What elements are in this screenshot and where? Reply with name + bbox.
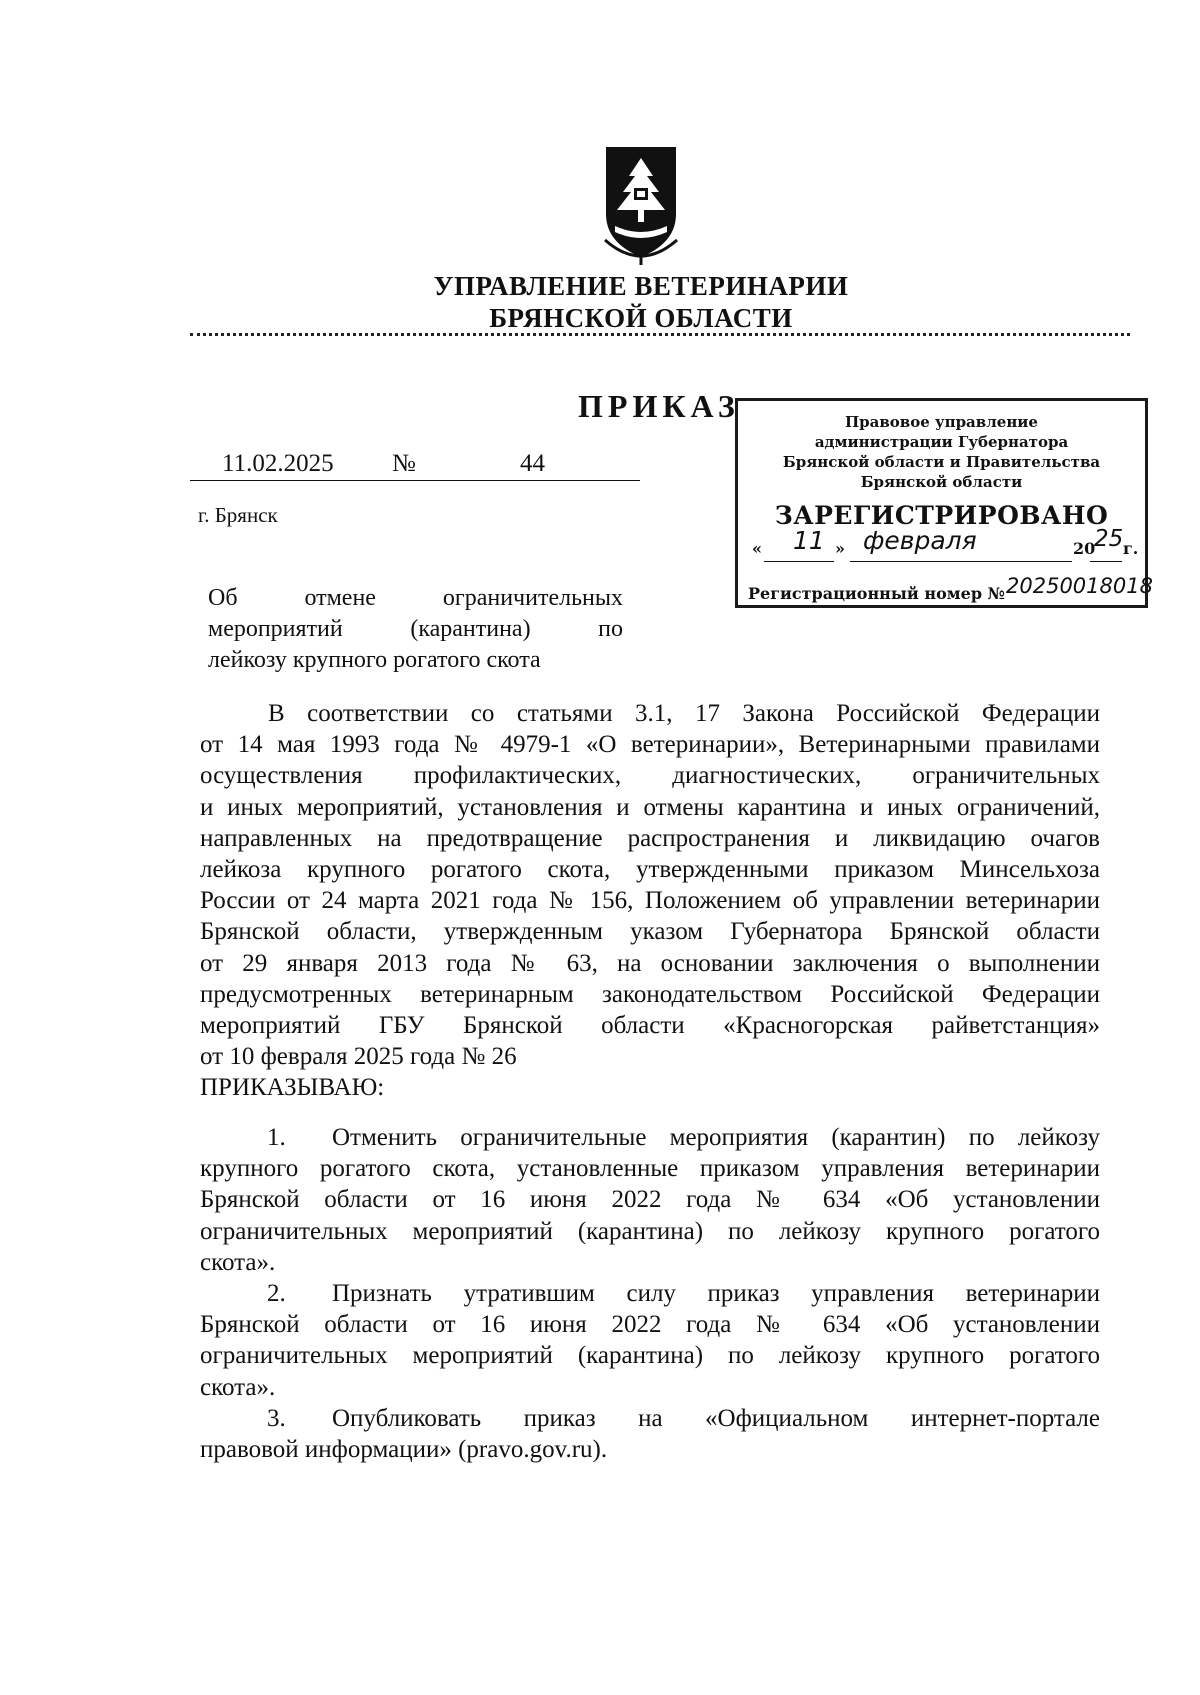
stamp-quote-close: »	[835, 539, 845, 558]
item-line	[200, 1122, 1100, 1153]
item-line: крупного рогатого скота, установленные приказом управления ветеринарии	[200, 1155, 1100, 1183]
item-line: скота».	[200, 1373, 276, 1401]
stamp-reg-number-handwritten: 20250018018	[1006, 574, 1153, 598]
stamp-line4: Брянской области	[860, 473, 1023, 491]
stamp-line1: Правовое управление	[845, 413, 1038, 431]
preamble-line: направленных на предотвращение распространения и ликвидацию очагов	[200, 824, 1100, 852]
item-line: ограничительных мероприятий (карантина) по лейкозу крупного рогатого	[200, 1217, 1100, 1245]
preamble-line: России от 24 марта 2021 года № 156, Положением об управлении ветеринарии	[200, 887, 1100, 915]
order-number-sign: №	[392, 450, 416, 477]
item-text: Опубликовать приказ на «Официальном интернет-портале	[332, 1405, 1100, 1432]
order-item-2	[200, 1278, 1100, 1403]
stamp-month-handwritten: февраля	[863, 526, 977, 555]
stamp-month-underline	[850, 561, 1072, 562]
header-dotted-divider	[190, 333, 1130, 336]
preamble-line: Брянской области, утвержденным указом Губернатора Брянской области	[200, 918, 1100, 946]
preamble-line: мероприятий ГБУ Брянской области «Красногорская райветстанция»	[200, 1012, 1100, 1040]
subject-line2: мероприятий (карантина) по	[208, 616, 623, 642]
item-line: Брянской области от 16 июня 2022 года № 634 «Об установлении	[200, 1186, 1100, 1214]
agency-name-line2: БРЯНСКОЙ ОБЛАСТИ	[489, 303, 793, 333]
stamp-day-underline	[764, 561, 834, 562]
preamble-line: от 29 января 2013 года № 63, на основании заключения о выполнении	[200, 949, 1100, 977]
item-number: 2.	[267, 1280, 286, 1307]
order-item-1	[200, 1122, 1100, 1278]
stamp-year-underline	[1090, 561, 1122, 562]
subject-line3: лейкозу крупного рогатого скота	[208, 647, 541, 673]
order-number: 44	[520, 450, 545, 477]
preamble-line: от 14 мая 1993 года № 4979-1 «О ветеринарии», Ветеринарными правилами	[200, 731, 1100, 759]
item-number: 3.	[267, 1405, 286, 1432]
bryansk-coat-of-arms-icon	[601, 144, 681, 266]
order-item-3	[200, 1403, 1100, 1465]
preamble-line: лейкоза крупного рогатого скота, утвержденными приказом Минсельхоза	[200, 856, 1100, 884]
decree-word: ПРИКАЗЫВАЮ:	[200, 1074, 385, 1102]
item-text: Признать утратившим силу приказ управления ветеринарии	[332, 1280, 1100, 1307]
city: г. Брянск	[198, 503, 278, 527]
date-number-underline	[190, 480, 640, 481]
preamble	[200, 698, 1100, 1104]
item-line: ограничительных мероприятий (карантина) по лейкозу крупного рогатого	[200, 1342, 1100, 1370]
preamble-line: предусмотренных ветеринарным законодательством Российской Федерации	[200, 980, 1100, 1008]
registration-stamp	[735, 398, 1153, 608]
item-line	[200, 1403, 1100, 1434]
item-text: Отменить ограничительные мероприятия (карантин) по лейкозу	[332, 1124, 1100, 1151]
preamble-line: осуществления профилактических, диагностических, ограничительных	[200, 762, 1100, 790]
stamp-registered: ЗАРЕГИСТРИРОВАНО	[774, 501, 1109, 530]
preamble-line: и иных мероприятий, установления и отмены карантина и иных ограничений,	[200, 793, 1100, 821]
subject-line1: Об отмене ограничительных	[208, 585, 623, 611]
stamp-quote-open: «	[752, 539, 762, 558]
stamp-reg-label: Регистрационный номер №	[748, 584, 1005, 603]
item-line	[200, 1278, 1100, 1309]
preamble-line: В соответствии со статьями 3.1, 17 Закона Российской Федерации	[268, 700, 1100, 727]
order-subject	[208, 583, 623, 676]
stamp-year-unit: г.	[1123, 539, 1139, 558]
item-line: скота».	[200, 1248, 276, 1276]
agency-name-line1: УПРАВЛЕНИЕ ВЕТЕРИНАРИИ	[433, 271, 849, 301]
stamp-day-handwritten: 11	[793, 526, 825, 555]
order-date: 11.02.2025	[222, 450, 334, 477]
item-line: правовой информации» (pravo.gov.ru).	[200, 1436, 608, 1464]
item-line: Брянской области от 16 июня 2022 года № 634 «Об установлении	[200, 1311, 1100, 1339]
stamp-line2: администрации Губернатора	[814, 433, 1069, 451]
stamp-year-prefix: 20	[1073, 539, 1096, 558]
preamble-line: от 10 февраля 2025 года № 26	[200, 1043, 517, 1071]
stamp-line3: Брянской области и Правительства	[782, 453, 1101, 471]
stamp-year-handwritten: 25	[1094, 526, 1124, 552]
item-number: 1.	[267, 1124, 286, 1151]
document-title: ПРИКАЗ	[578, 388, 740, 424]
